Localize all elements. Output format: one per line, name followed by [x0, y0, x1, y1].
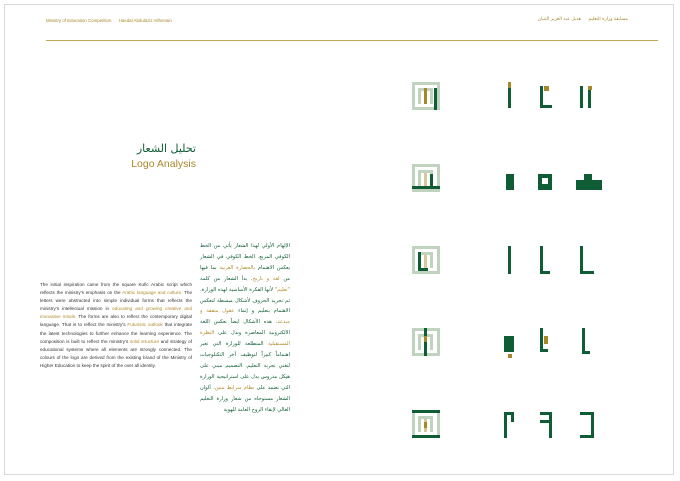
mini-logo-part: [437, 328, 440, 356]
glyph-part: [504, 336, 514, 352]
mini-logo-part: [412, 328, 415, 356]
mini-logo-part: [437, 246, 440, 274]
highlight-solid-structure: solid structure: [129, 338, 159, 344]
mini-logo-part: [412, 271, 440, 274]
english-body: The initial inspiration came from the square Kufic Arabic script which reflects the ministry's emphasis on the Arabic language and culture. The letters were abstracted into simple individual forms that reflects the ministry's intellectual mission in educating and growing creative and innovative minds. The forms are also to reflect the contemporary digital language. That is to reflect the ministry's Futuristic outlook that integrate the latest technologies to further enhance the learning experience. The composition is built to reflect the ministry's solid structure and strategy of educational systems where all elements are strongly connected. The colours of the logo are derived from the existing brand of the Ministry of Higher Education to keep the spirit of the over all identity.: [40, 282, 193, 368]
mini-logo-highlight: [434, 88, 437, 110]
highlight-creative-minds: educating and growing creative and innovative minds.: [40, 306, 192, 320]
glyph-part: [540, 271, 550, 274]
glyph-dot: [544, 336, 548, 344]
section-title-ar: تحليل الشعار: [136, 142, 196, 155]
header-competition: Ministry of Education Competition: [46, 18, 112, 23]
header-rule: [46, 40, 658, 41]
mini-logo-part: [437, 82, 440, 110]
glyph-counter: [542, 178, 548, 184]
glyph-part: [582, 328, 585, 354]
glyph-part: [582, 351, 590, 354]
mini-logo-part: [418, 170, 433, 173]
mini-logo-highlight: [424, 88, 427, 104]
glyph-part: [580, 271, 594, 274]
mini-logo-part: [412, 164, 440, 167]
glyph-part: [540, 420, 552, 423]
glyph-part: [576, 180, 602, 190]
mini-logo-highlight: [412, 435, 440, 438]
mini-logo-highlight: [418, 268, 428, 271]
mini-logo-part: [412, 410, 415, 438]
mini-logo-part: [412, 189, 440, 192]
glyph-part: [540, 246, 543, 274]
mini-logo-part: [412, 82, 415, 110]
glyph-part: [580, 86, 583, 108]
section-title-en: Logo Analysis: [131, 158, 196, 170]
glyph-dot: [508, 354, 512, 358]
header-right: [532, 17, 628, 22]
glyph-dot: [588, 86, 592, 90]
glyph-part: [540, 328, 543, 352]
glyph-part: [540, 105, 552, 108]
glyph-part: [580, 435, 594, 438]
header-author-ar: هديل عبد العزيز الثنيان: [537, 17, 581, 22]
glyph-part: [504, 412, 507, 438]
glyph-part: [591, 412, 594, 438]
mini-logo-highlight: [424, 336, 427, 342]
header-left: [46, 18, 178, 23]
mini-logo-highlight: [412, 410, 440, 413]
glyph-part: [540, 349, 548, 352]
glyph-part: [506, 174, 514, 190]
mini-logo-part: [418, 416, 433, 419]
glyph-part: [511, 412, 514, 422]
glyph-part: [580, 246, 583, 274]
logo-breakdown-illustration: [404, 72, 614, 452]
mini-logo-part: [412, 246, 440, 249]
mini-logo-highlight: [430, 174, 433, 186]
mini-logo-highlight: [424, 422, 427, 428]
logo-analysis-grid: [404, 72, 614, 452]
mini-logo-part: [412, 82, 440, 85]
highlight-arabic-culture: Arabic language and culture.: [122, 290, 183, 296]
glyph-part: [540, 86, 543, 108]
arabic-body: الإلهام الأولي لهذا الشعار يأتي من الخط الكوفي المربع. الخط الكوفي في الشعار يعكس الاهتمام بالحضارة العربية بما فيها من لغة و تاريخ. بدأ الشعار من كلمة "تعليم" لأنها الفكرة الأساسية لهذه الوزارة. ثم تجريد الحروف لأشكال مبسطة لتعكس الاهتمام بتعليم و إنماء عقول مثقفة و مبدعة. هذه الأشكال ايضاً تعكس اللغة الالكترونية المعاصرة وتدل على النظرة المستقبلية المتطلعة للوزارة التي تعير اهتماماً كبيراً لتوظيف آخر التكنلوجيات لتغني تجربة التعليم. التصميم مبني على هيكل مدروس يدل على استراتيجية الوزارة التي تعتمد على نظام مترابط متين. ألوان الشعار مستوحاه من شعار وزارة التعليم العالي لإبقاء الروح العامة للهوية: [200, 243, 291, 413]
glyph-dot: [544, 86, 549, 91]
mini-logo-highlight: [412, 186, 440, 189]
highlight-futuristic: Futuristic outlook: [127, 322, 163, 328]
glyph-dot: [508, 82, 511, 88]
mini-logo-part: [412, 246, 415, 274]
glyph-part: [508, 246, 511, 274]
glyph-part: [549, 412, 552, 438]
header-competition-ar: مسابقة وزارة التعليم: [588, 17, 628, 22]
mini-logo-part: [437, 410, 440, 438]
header-author: Haedal Abdulaziz Althenain: [118, 18, 172, 23]
glyph-part: [584, 174, 592, 180]
